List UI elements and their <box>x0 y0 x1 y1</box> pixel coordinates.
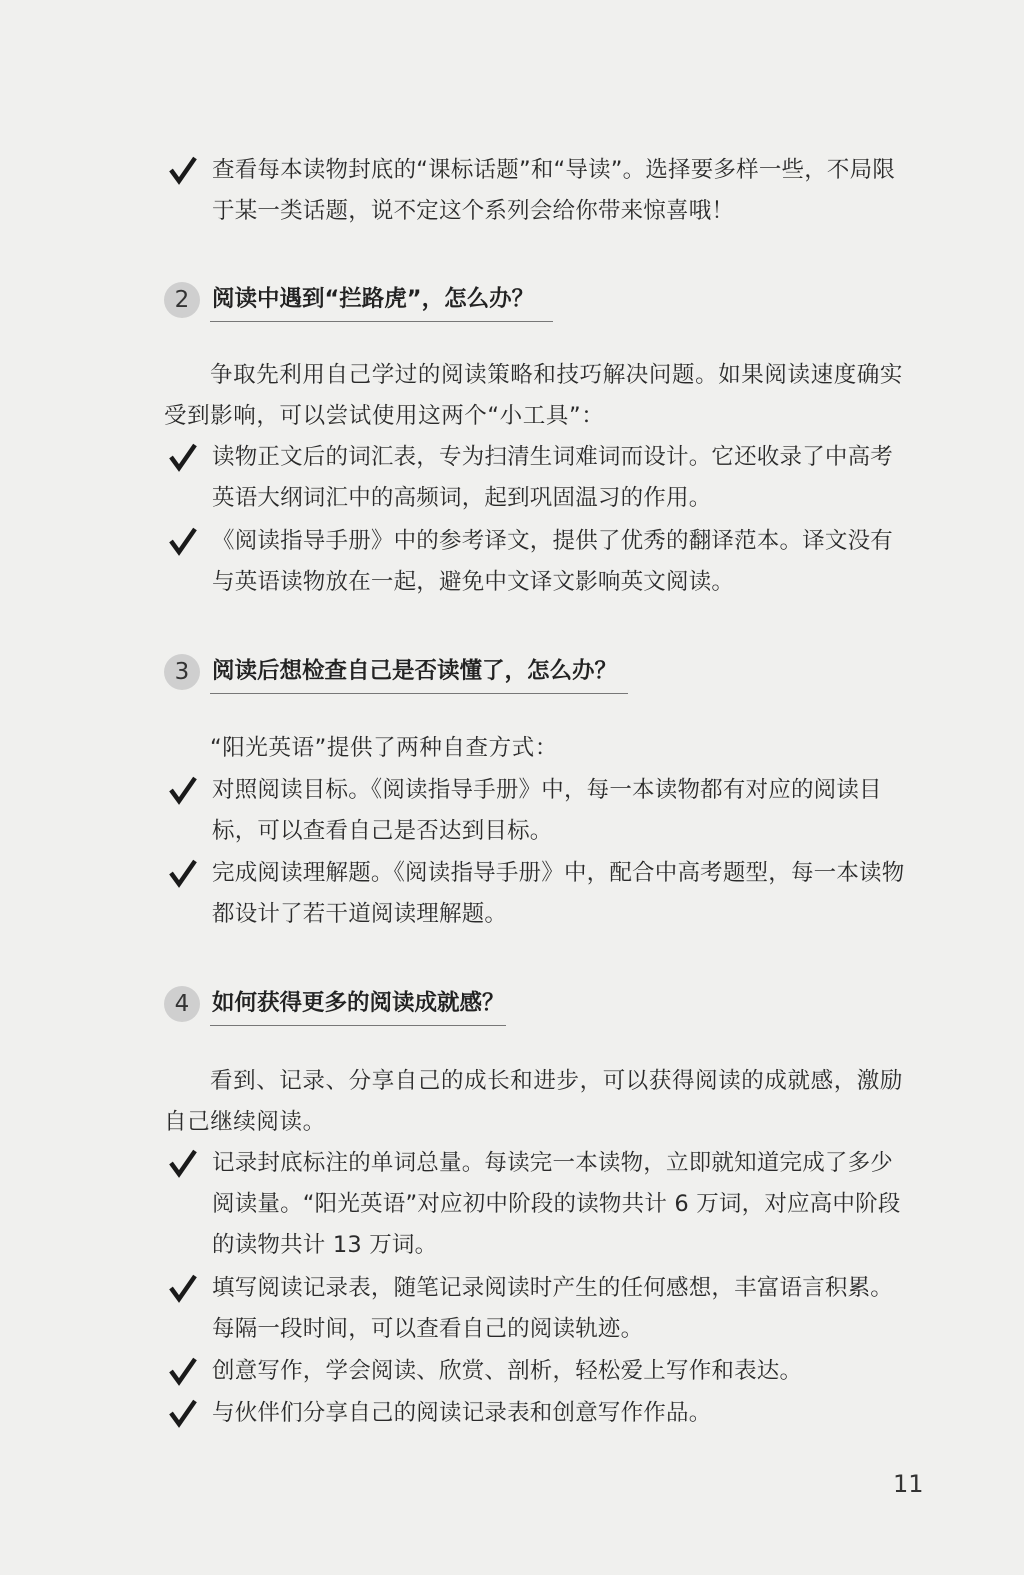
bullet-text: 与伙伴们分享自己的阅读记录表和创意写作作品。 <box>212 1400 712 1426</box>
list-item <box>168 1268 913 1350</box>
check-icon <box>168 1396 198 1430</box>
title-underline <box>210 1025 506 1026</box>
bullet-text: 创意写作，学会阅读、欣赏、剖析，轻松爱上写作和表达。 <box>212 1358 803 1384</box>
section-paragraph: 争取先利用自己学过的阅读策略和技巧解决问题。如果阅读速度确实受到影响，可以尝试使用这两个“小工具”： <box>164 362 904 429</box>
intro-bullet <box>168 150 913 232</box>
title-underline <box>210 693 628 694</box>
list-item <box>168 853 913 935</box>
list-item <box>168 1143 913 1266</box>
check-icon <box>168 524 198 558</box>
bullet-text: 填写阅读记录表，随笔记录阅读时产生的任何感想，丰富语言积累。每隔一段时间，可以查看自己的阅读轨迹。 <box>212 1275 894 1342</box>
section-paragraph: “阳光英语”提供了两种自查方式： <box>210 735 558 761</box>
check-icon <box>168 153 198 187</box>
list-item <box>168 1351 913 1392</box>
section-paragraph: 看到、记录、分享自己的成长和进步，可以获得阅读的成就感，激励自己继续阅读。 <box>164 1068 904 1135</box>
section-title: 阅读后想检查自己是否读懂了，怎么办？ <box>212 658 618 684</box>
list-item <box>168 1393 913 1434</box>
check-icon <box>168 1271 198 1305</box>
list-item <box>168 437 913 519</box>
section-title: 阅读中遇到“拦路虎”，怎么办？ <box>212 286 535 312</box>
section-number-badge: 3 <box>164 654 200 690</box>
page-number: 11 <box>893 1470 924 1498</box>
bullet-text: 对照阅读目标。《阅读指导手册》中，每一本读物都有对应的阅读目标，可以查看自己是否达到目标。 <box>212 777 882 844</box>
bullet-text: 查看每本读物封底的“课标话题”和“导读”。选择要多样一些，不局限于某一类话题，说不定这个系列会给你带来惊喜哦！ <box>212 157 896 224</box>
check-icon <box>168 773 198 807</box>
section-title: 如何获得更多的阅读成就感？ <box>212 990 505 1016</box>
list-item <box>168 521 913 603</box>
check-icon <box>168 856 198 890</box>
bullet-text: 完成阅读理解题。《阅读指导手册》中，配合中高考题型，每一本读物都设计了若干道阅读理解题。 <box>212 860 905 927</box>
check-icon <box>168 440 198 474</box>
check-icon <box>168 1354 198 1388</box>
bullet-text: 读物正文后的词汇表，专为扫清生词难词而设计。它还收录了中高考英语大纲词汇中的高频词，起到巩固温习的作用。 <box>212 444 894 511</box>
bullet-text: 《阅读指导手册》中的参考译文，提供了优秀的翻译范本。译文没有与英语读物放在一起，避免中文译文影响英文阅读。 <box>212 528 894 595</box>
bullet-text: 记录封底标注的单词总量。每读完一本读物，立即就知道完成了多少阅读量。“阳光英语”对应初中阶段的读物共计 6 万词，对应高中阶段的读物共计 13 万词。 <box>212 1150 901 1258</box>
section-number-badge: 4 <box>164 986 200 1022</box>
check-icon <box>168 1146 198 1180</box>
list-item <box>168 770 913 852</box>
title-underline <box>210 321 553 322</box>
section-number-badge: 2 <box>164 282 200 318</box>
